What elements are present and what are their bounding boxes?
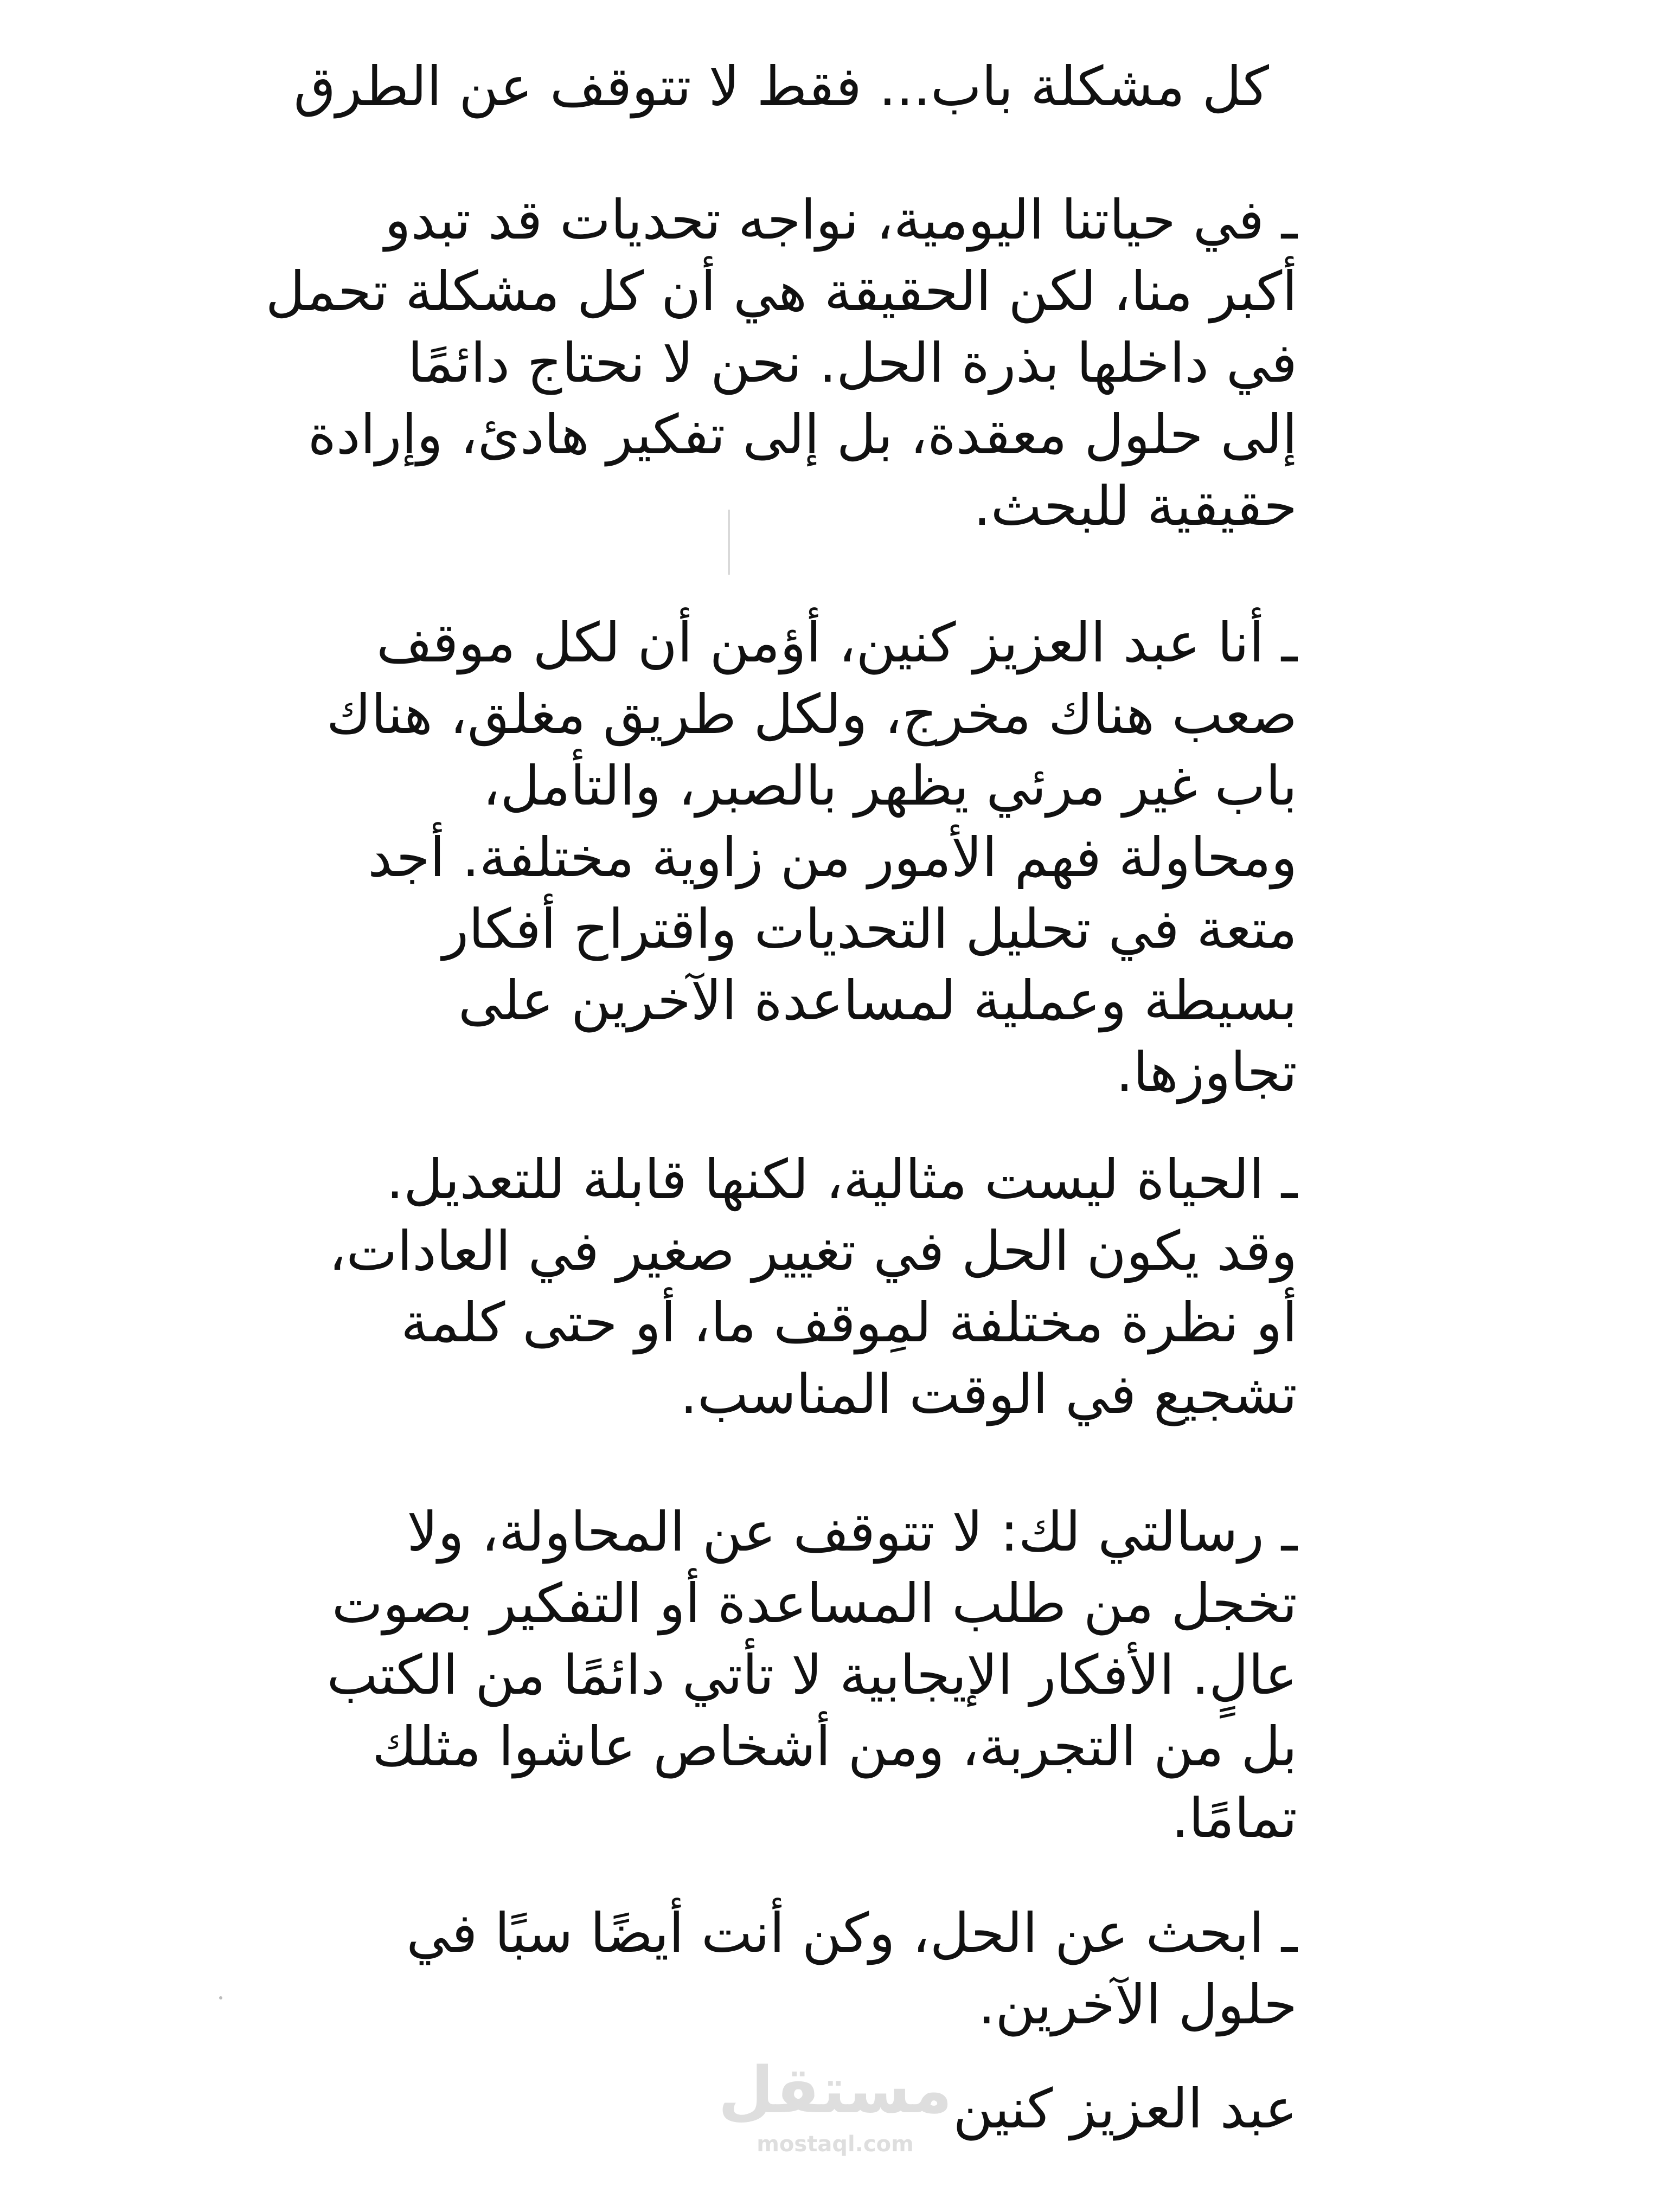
text-line: أكبر منا، لكن الحقيقة هي أن كل مشكلة تحمل: [265, 260, 1297, 323]
scan-artifact-line: [728, 510, 730, 575]
text-line: صعب هناك مخرج، ولكل طريق مغلق، هناك: [326, 683, 1297, 746]
watermark-word: مستقل: [718, 2053, 952, 2127]
text-line: ـ في حياتنا اليومية، نواجه تحديات قد تبدو: [385, 188, 1297, 252]
text-line: إلى حلول معقدة، بل إلى تفكير هادئ، وإرادة: [307, 403, 1297, 466]
text-line: ـ رسالتي لك: لا تتوقف عن المحاولة، ولا: [407, 1500, 1297, 1564]
text-line: ـ أنا عبد العزيز كنين، أؤمن أن لكل موقف: [376, 611, 1297, 674]
text-line: حقيقية للبحث.: [973, 474, 1297, 538]
text-line: أو نظرة مختلفة لمِوقف ما، أو حتى كلمة: [401, 1291, 1297, 1354]
text-line: ـ الحياة ليست مثالية، لكنها قابلة للتعديل.: [386, 1148, 1297, 1211]
text-line: بسيطة وعملية لمساعدة الآخرين على: [458, 969, 1297, 1032]
paragraph-about-author: [326, 607, 1297, 1108]
text-line: حلول الآخرين.: [978, 1973, 1297, 2036]
text-line: تخجل من طلب المساعدة أو التفكير بصوت: [331, 1572, 1297, 1635]
text-line: في داخلها بذرة الحل. نحن لا نحتاج دائمًا: [407, 331, 1297, 395]
text-line: ومحاولة فهم الأمور من زاوية مختلفة. أجد: [368, 826, 1297, 889]
text-line: ـ ابحث عن الحل، وكن أنت أيضًا سبًا في: [406, 1901, 1297, 1965]
text-line: متعة في تحليل التحديات واقتراح أفكار: [442, 897, 1297, 961]
author-signature: عبد العزيز كنين: [953, 2077, 1297, 2140]
text-line: وقد يكون الحل في تغيير صغير في العادات،: [329, 1219, 1297, 1283]
text-line: باب غير مرئي يظهر بالصبر، والتأمل،: [483, 754, 1297, 818]
paragraph-intro: [266, 184, 1297, 542]
text-line: عالٍ. الأفكار الإيجابية لا تأتي دائمًا من الكتب: [326, 1643, 1297, 1707]
watermark-url: mostaql.com: [757, 2132, 914, 2157]
text-line: تجاوزها.: [1116, 1040, 1297, 1104]
mostaql-watermark-logo: [716, 2049, 954, 2158]
paragraph-message: [327, 1496, 1297, 1854]
text-line: تمامًا.: [1171, 1786, 1297, 1850]
paragraph-closing: [406, 1898, 1297, 2041]
scan-artifact-dot: [219, 1996, 222, 1999]
text-line: تشجيع في الوقت المناسب.: [680, 1362, 1297, 1426]
text-line: بل من التجربة، ومن أشخاص عاشوا مثلك: [372, 1715, 1297, 1778]
paragraph-life: [329, 1144, 1297, 1430]
document-title: كل مشكلة باب... فقط لا تتوقف عن الطرق: [293, 55, 1269, 118]
